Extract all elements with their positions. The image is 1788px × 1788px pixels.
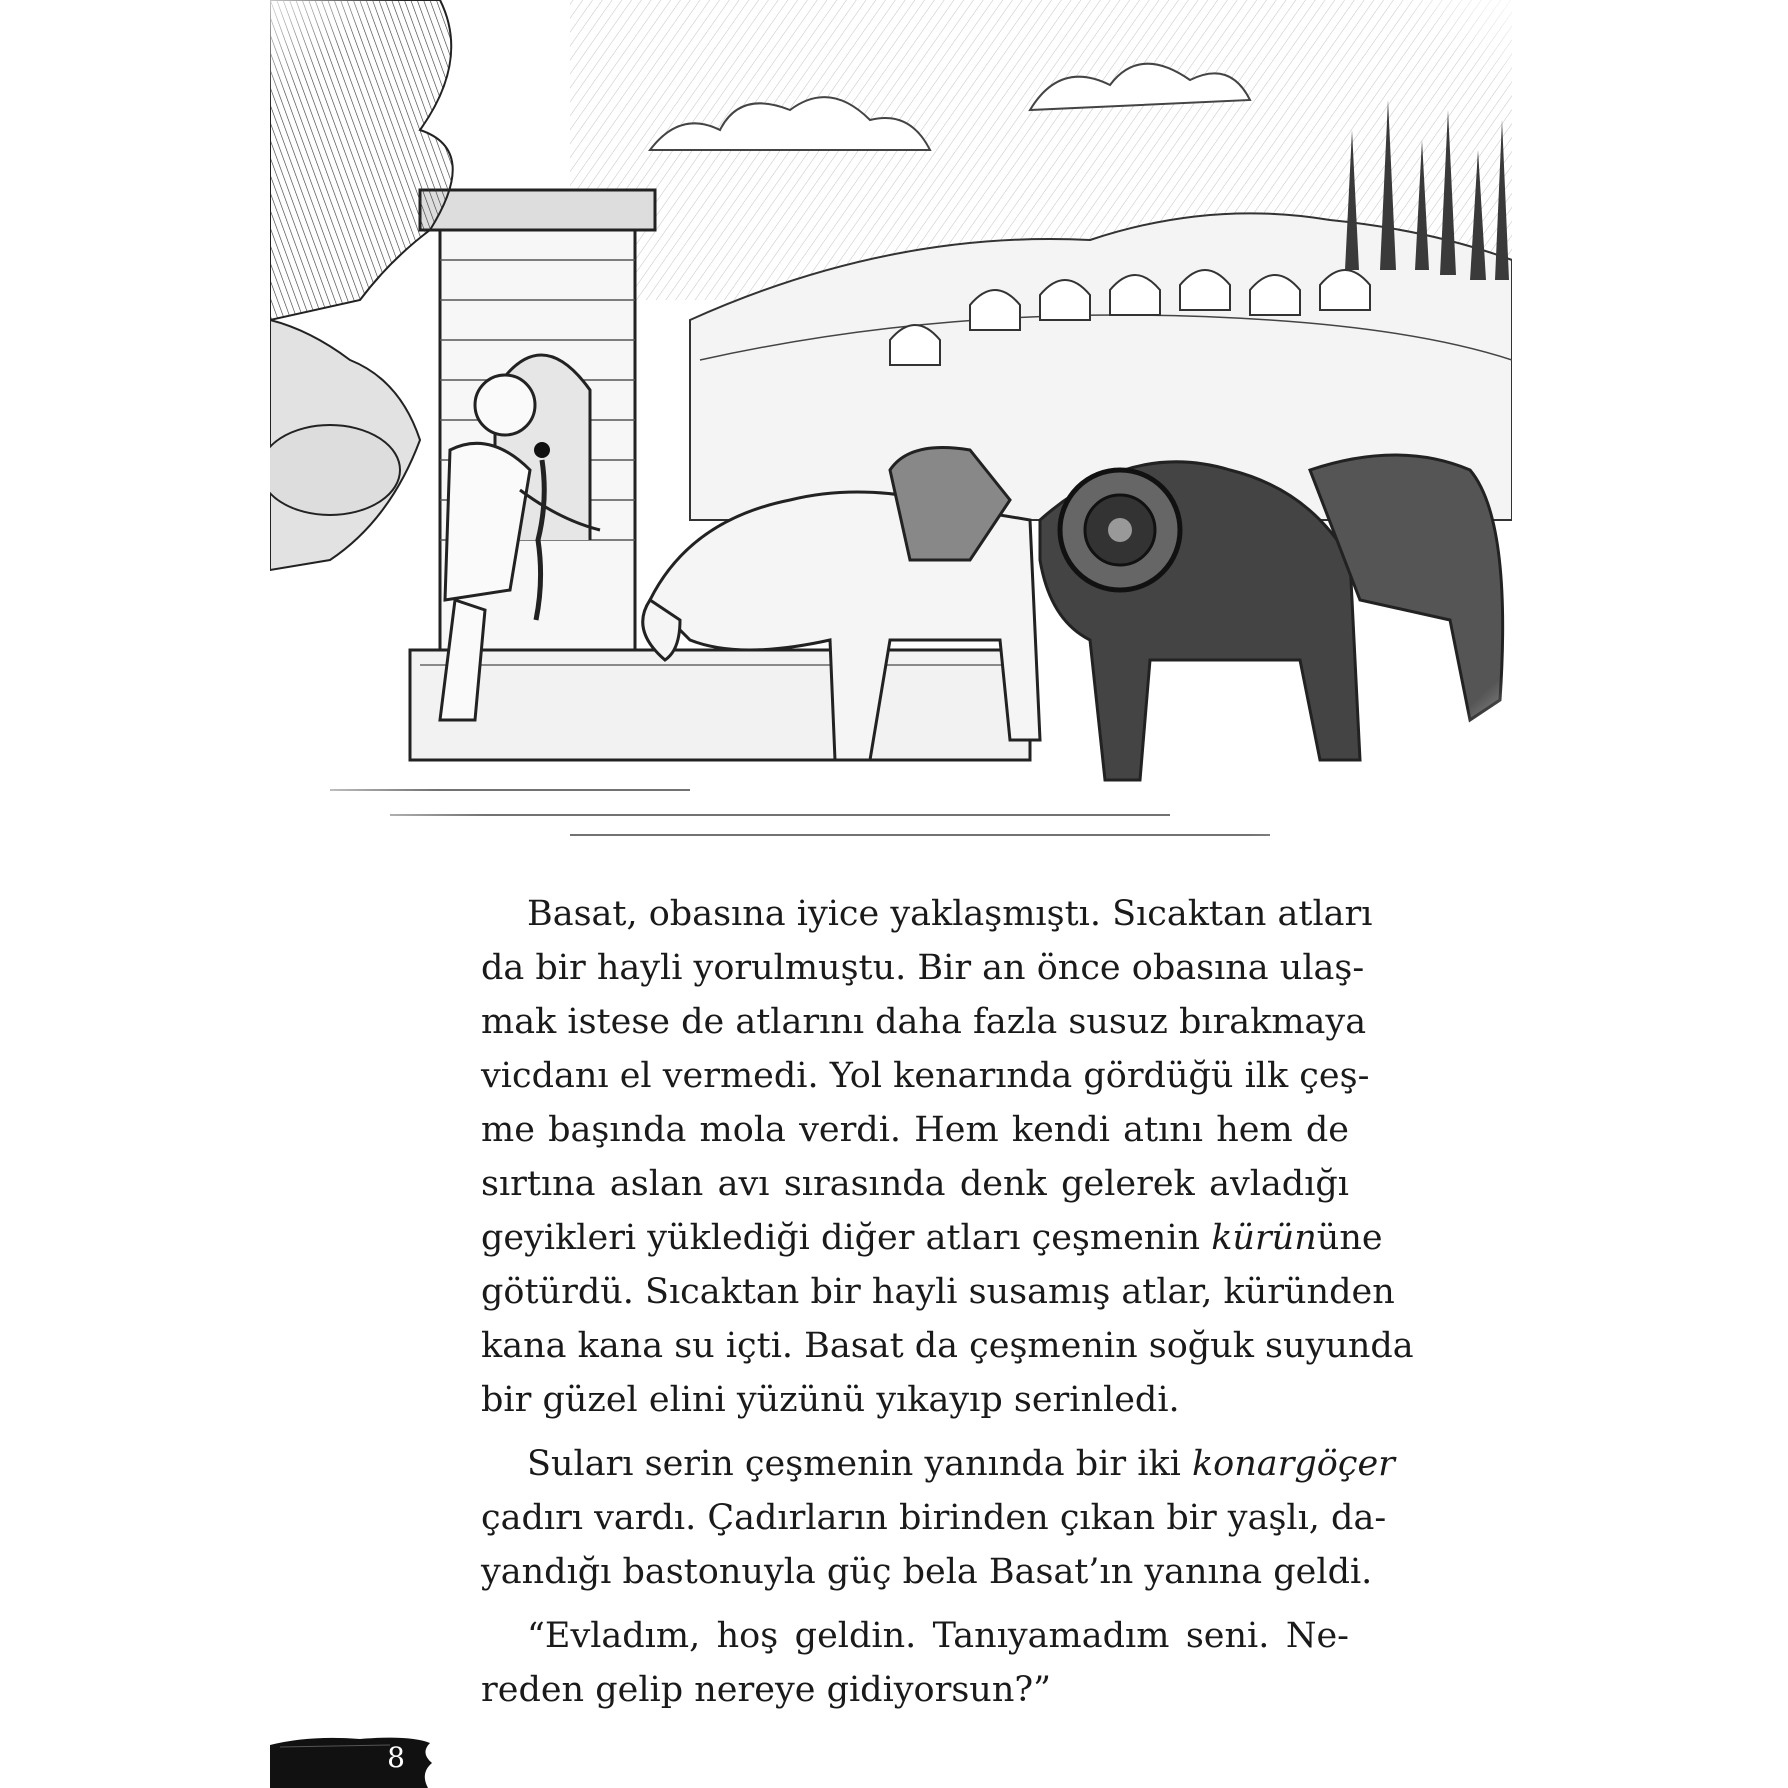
text-line: götürdü. Sıcaktan bir hayli susamış atlar, küründen [481, 1272, 1395, 1312]
text-line: mak istese de atlarını daha fazla susuz bırakmaya [481, 1002, 1367, 1042]
text-line: çadırı vardı. Çadırların birinden çıkan bir yaşlı, da- [481, 1498, 1387, 1538]
body-text [481, 887, 1414, 1727]
text-line: bir güzel elini yüzünü yıkayıp serinledi. [481, 1380, 1180, 1420]
italic-term: kürün [1211, 1218, 1317, 1258]
page-number-tab [270, 1733, 438, 1788]
paragraph [481, 1437, 1395, 1599]
fountain-horses-illustration [270, 0, 1512, 860]
page-number: 8 [387, 1741, 405, 1774]
text-line: yandığı bastonuyla güç bela Basat’ın yanına geldi. [481, 1552, 1373, 1592]
text-run: Suları serin çeşmenin yanında bir iki [527, 1444, 1192, 1484]
text-line [481, 1211, 1383, 1265]
text-line: da bir hayli yorulmuştu. Bir an önce obasına ulaş- [481, 948, 1365, 988]
text-line: reden gelip nereye gidiyorsun?” [481, 1670, 1052, 1710]
paragraph [481, 1609, 1349, 1717]
text-line: kana kana su içti. Basat da çeşmenin soğuk suyunda [481, 1326, 1414, 1366]
text-line: Basat, obasına iyice yaklaşmıştı. Sıcaktan atları [527, 894, 1373, 934]
italic-term: konargöçer [1191, 1444, 1395, 1484]
text-line: me başında mola verdi. Hem kendi atını hem de [481, 1110, 1349, 1150]
text-run: üne [1316, 1218, 1383, 1258]
text-run: geyikleri yüklediği diğer atları çeşmenin [481, 1218, 1212, 1258]
text-line: “Evladım, hoş geldin. Tanıyamadım seni. Ne- [527, 1616, 1349, 1656]
paragraph [481, 887, 1414, 1427]
text-line: sırtına aslan avı sırasında denk gelerek avladığı [481, 1164, 1349, 1204]
text-line: vicdanı el vermedi. Yol kenarında gördüğü ilk çeş- [481, 1056, 1370, 1096]
text-line [481, 1437, 1395, 1491]
